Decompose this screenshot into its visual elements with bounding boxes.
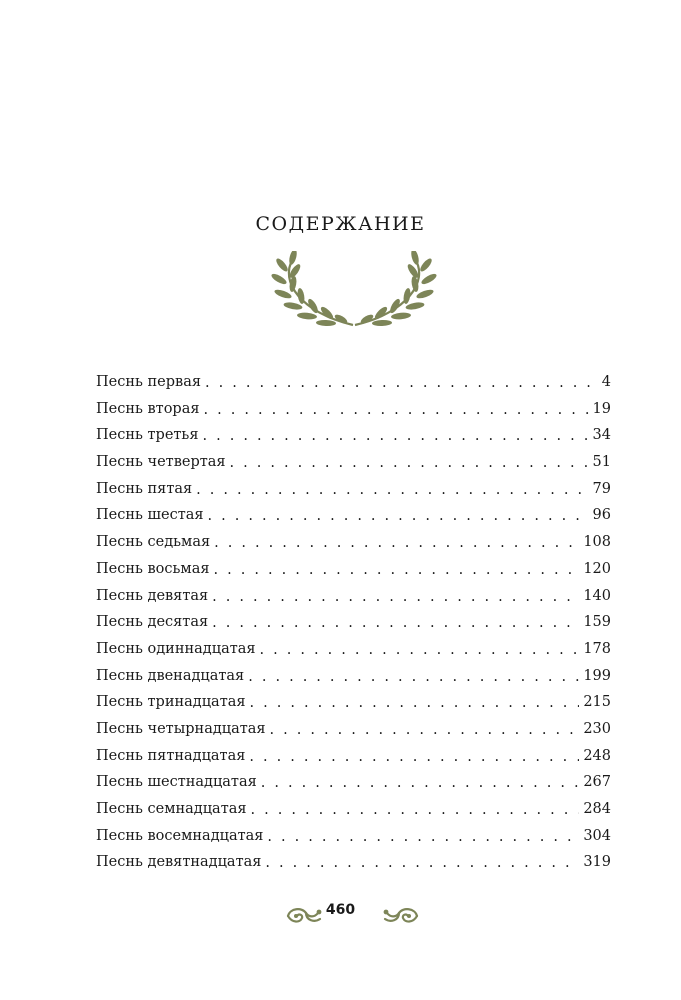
toc-entry-title: Песнь шестая bbox=[96, 507, 204, 524]
toc-entry-title: Песнь четырнадцатая bbox=[96, 720, 266, 737]
toc-leader-dots bbox=[202, 429, 588, 444]
toc-entry-title: Песнь третья bbox=[96, 427, 199, 444]
toc-entry-title: Песнь десятая bbox=[96, 614, 209, 631]
toc-entry[interactable] bbox=[96, 663, 611, 690]
toc-entry-title: Песнь тринадцатая bbox=[96, 694, 246, 711]
toc-entry[interactable] bbox=[96, 823, 611, 850]
toc-entry-title: Песнь одиннадцатая bbox=[96, 640, 256, 657]
toc-leader-dots bbox=[260, 643, 580, 658]
toc-entry-title: Песнь семнадцатая bbox=[96, 801, 247, 817]
toc-leader-dots bbox=[249, 750, 579, 765]
toc-entry-page: 34 bbox=[592, 427, 611, 444]
toc-entry-title: Песнь двенадцатая bbox=[96, 667, 245, 684]
toc-entry-title: Песнь четвертая bbox=[96, 454, 226, 471]
toc-leader-dots bbox=[212, 590, 579, 605]
toc-entry-page: 19 bbox=[592, 400, 611, 417]
toc-entry[interactable] bbox=[96, 609, 611, 636]
toc-entry[interactable] bbox=[96, 743, 611, 770]
scroll-flourish-icon bbox=[381, 904, 421, 926]
toc-leader-dots bbox=[214, 536, 579, 551]
toc-entry-title: Песнь шестнадцатая bbox=[96, 774, 257, 791]
toc-entry-page: 199 bbox=[583, 667, 611, 684]
toc-entry-title: Песнь восьмая bbox=[96, 560, 210, 577]
toc-entry-page: 284 bbox=[583, 801, 611, 817]
toc-leader-dots bbox=[251, 803, 580, 818]
toc-leader-dots bbox=[265, 856, 579, 871]
toc-entry-page: 108 bbox=[583, 534, 611, 551]
toc-entry-page: 79 bbox=[592, 480, 611, 497]
toc-entry-title: Песнь седьмая bbox=[96, 534, 211, 551]
toc-entry-page: 159 bbox=[583, 614, 611, 631]
toc-entry-page: 248 bbox=[583, 747, 611, 764]
laurel-wreath-icon bbox=[271, 251, 437, 331]
toc-entry[interactable] bbox=[96, 583, 611, 610]
toc-entry[interactable] bbox=[96, 636, 611, 663]
toc-entry-page: 230 bbox=[583, 720, 611, 737]
toc-leader-dots bbox=[196, 483, 588, 498]
toc-leader-dots bbox=[230, 456, 589, 471]
toc-entry-title: Песнь девятая bbox=[96, 587, 209, 604]
toc-entry[interactable] bbox=[96, 716, 611, 743]
toc-entry[interactable] bbox=[96, 796, 611, 823]
toc-entry[interactable] bbox=[96, 449, 611, 476]
toc-leader-dots bbox=[248, 670, 579, 685]
toc-entry[interactable] bbox=[96, 556, 611, 583]
toc-entry[interactable] bbox=[96, 769, 611, 796]
toc-entry[interactable] bbox=[96, 476, 611, 503]
toc-entry-page: 140 bbox=[583, 587, 611, 604]
table-of-contents bbox=[96, 369, 611, 876]
toc-leader-dots bbox=[212, 616, 579, 631]
toc-entry-title: Песнь девятнадцатая bbox=[96, 854, 262, 871]
toc-leader-dots bbox=[214, 563, 580, 578]
toc-entry[interactable] bbox=[96, 689, 611, 716]
toc-entry-page: 51 bbox=[592, 454, 611, 471]
page-number: 460 bbox=[325, 902, 356, 918]
toc-entry-title: Песнь восемнадцатая bbox=[96, 827, 264, 844]
toc-entry[interactable] bbox=[96, 396, 611, 423]
toc-entry-page: 120 bbox=[583, 560, 611, 577]
toc-leader-dots bbox=[261, 776, 580, 791]
page-title: СОДЕРЖАНИЕ bbox=[255, 213, 426, 235]
toc-leader-dots bbox=[204, 403, 589, 418]
toc-entry-title: Песнь вторая bbox=[96, 400, 200, 417]
toc-entry-page: 267 bbox=[583, 774, 611, 791]
toc-entry-page: 319 bbox=[583, 854, 611, 871]
toc-leader-dots bbox=[267, 830, 579, 845]
toc-entry-page: 96 bbox=[592, 507, 611, 524]
toc-leader-dots bbox=[208, 509, 589, 524]
toc-entry-page: 304 bbox=[583, 827, 611, 844]
toc-entry-page: 215 bbox=[583, 694, 611, 711]
toc-leader-dots bbox=[205, 376, 598, 391]
toc-entry-page: 178 bbox=[583, 640, 611, 657]
toc-entry-title: Песнь пятнадцатая bbox=[96, 747, 246, 764]
toc-entry[interactable] bbox=[96, 529, 611, 556]
toc-entry[interactable] bbox=[96, 422, 611, 449]
toc-leader-dots bbox=[250, 696, 580, 711]
toc-entry-title: Песнь пятая bbox=[96, 480, 193, 497]
toc-entry[interactable] bbox=[96, 502, 611, 529]
toc-entry[interactable] bbox=[96, 369, 611, 396]
toc-entry-page: 4 bbox=[601, 374, 611, 390]
toc-leader-dots bbox=[270, 723, 580, 738]
toc-entry-title: Песнь первая bbox=[96, 374, 201, 390]
toc-entry[interactable] bbox=[96, 849, 611, 876]
